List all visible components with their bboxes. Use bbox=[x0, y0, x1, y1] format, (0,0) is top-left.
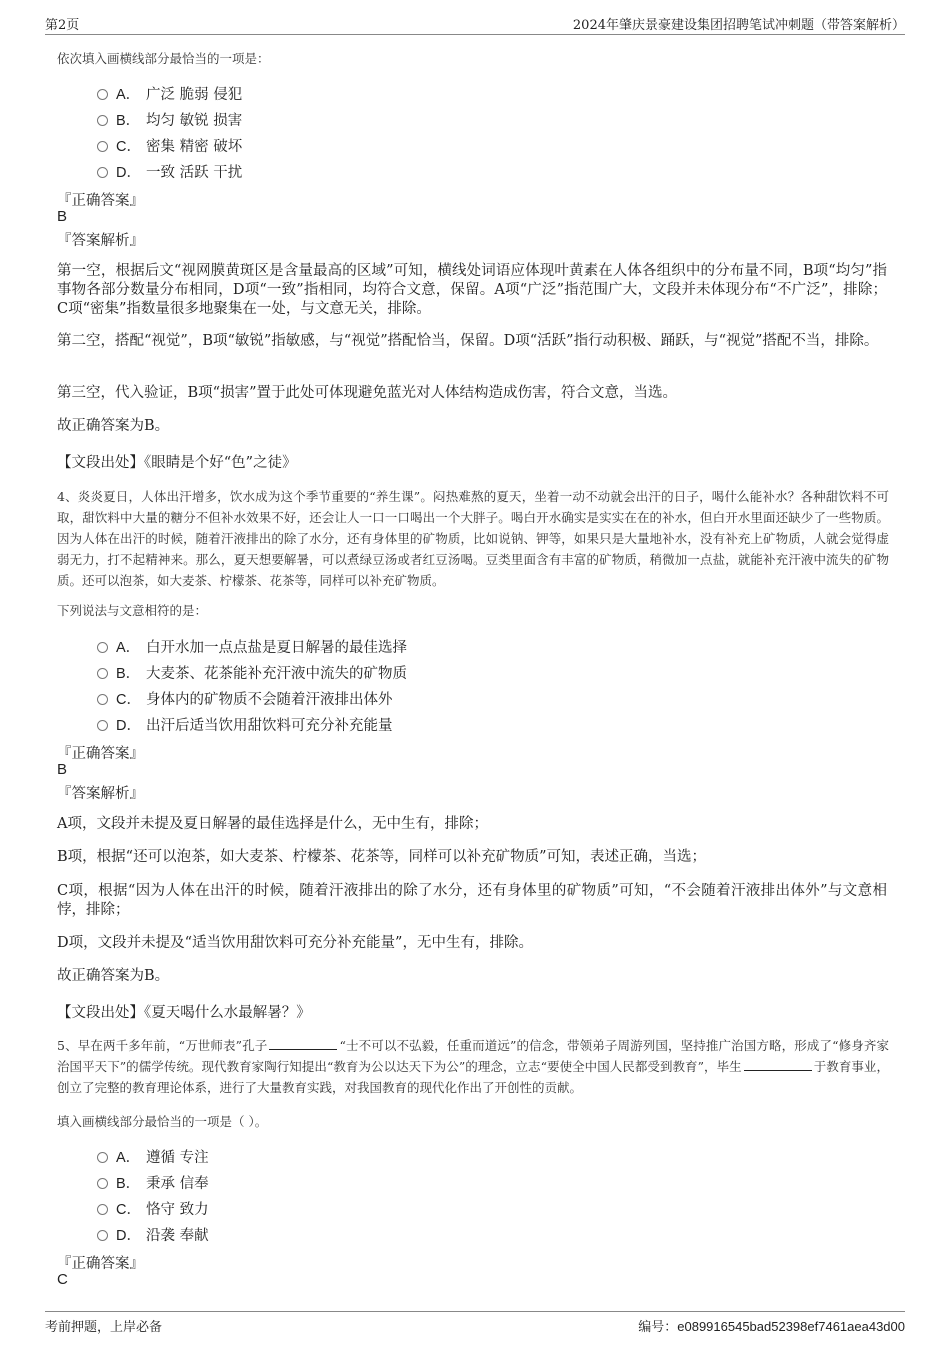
q3-analysis-3: 第三空，代入验证，B项“损害”置于此处可体现避免蓝光对人体结构造成伤害，符合文意，当选。 bbox=[57, 385, 677, 401]
q4-analysis-3: C项，根据“因为人体在出汗的时候，随着汗液排出的除了水分，还有身体里的矿物质”可知，“不会随着汗液排出体外”与文意相悖，排除； bbox=[57, 883, 887, 918]
q3-option-a[interactable]: A． 广泛 脆弱 侵犯 bbox=[97, 83, 242, 105]
q3-analysis-4: 故正确答案为B。 bbox=[57, 418, 170, 434]
q5-answer: C bbox=[57, 1271, 68, 1288]
q5-option-b[interactable]: B． 秉承 信奉 bbox=[97, 1172, 209, 1194]
q3-answer: B bbox=[57, 208, 68, 225]
q5-passage: 5、早在两千多年前，“万世师表”孔子 “士不可以不弘毅，任重而道远”的信念，带领弟子周游列国，坚持推广治国方略，形成了“修身齐家治国平天下”的儒学传统。现代教育家陶行知提出“教育为公以达天下为公”的理念，立志“要使全中国人民都受到教育”，毕生 于教育事业，创立了完整的教育理论体系，进行了大量教育实践，对我国教育的现代化作出了开创性的贡献。 bbox=[57, 1038, 889, 1095]
radio-icon[interactable] bbox=[97, 115, 108, 126]
q4-option-a[interactable]: A． 白开水加一点点盐是夏日解暑的最佳选择 bbox=[97, 636, 407, 658]
q4-analysis-1: A项，文段并未提及夏日解暑的最佳选择是什么，无中生有，排除； bbox=[57, 816, 488, 832]
q4-option-c[interactable]: C． 身体内的矿物质不会随着汗液排出体外 bbox=[97, 688, 393, 710]
blank-2[interactable] bbox=[744, 1058, 812, 1071]
radio-icon[interactable] bbox=[97, 720, 108, 731]
footer-slogan: 考前押题，上岸必备 bbox=[45, 1320, 163, 1335]
q4-analysis-label: 『答案解析』 bbox=[57, 786, 144, 802]
q3-answer-label: 『正确答案』 bbox=[57, 193, 144, 209]
q3-source: 【文段出处】《眼睛是个好“色”之徒》 bbox=[57, 455, 297, 471]
q4-analysis-4: D项，文段并未提及“适当饮用甜饮料可充分补充能量”，无中生有，排除。 bbox=[57, 935, 533, 951]
q3-analysis-1: 第一空，根据后文“视网膜黄斑区是含量最高的区域”可知，横线处词语应体现叶黄素在人体各组织中的分布量不同，B项“均匀”指事物各部分数量分布相同，D项“一致”指相同，均符合文意，保留。A项“广泛”指范围广大，文段并未体现分布“不广泛”，排除；C项“密集”指数量很多地聚集在一处，与文意无关，排除。 bbox=[57, 263, 887, 317]
q4-answer-label: 『正确答案』 bbox=[57, 746, 144, 762]
q4-option-b[interactable]: B． 大麦茶、花茶能补充汗液中流失的矿物质 bbox=[97, 662, 407, 684]
q5-answer-label: 『正确答案』 bbox=[57, 1256, 144, 1272]
radio-icon[interactable] bbox=[97, 694, 108, 705]
page-footer bbox=[45, 1311, 905, 1336]
q4-analysis-5: 故正确答案为B。 bbox=[57, 968, 170, 984]
q4-source: 【文段出处】《夏天喝什么水最解暑？》 bbox=[57, 1005, 311, 1021]
q5-option-d[interactable]: D． 沿袭 奉献 bbox=[97, 1224, 209, 1246]
radio-icon[interactable] bbox=[97, 141, 108, 152]
q3-analysis-label: 『答案解析』 bbox=[57, 233, 144, 249]
radio-icon[interactable] bbox=[97, 89, 108, 100]
document-code: 编号：e089916545bad52398ef7461aea43d00 bbox=[638, 1319, 905, 1335]
radio-icon[interactable] bbox=[97, 1178, 108, 1189]
radio-icon[interactable] bbox=[97, 1230, 108, 1241]
q4-analysis-2: B项，根据“还可以泡茶，如大麦茶、柠檬茶、花茶等，同样可以补充矿物质”可知，表述正确，当选； bbox=[57, 849, 706, 865]
page-header bbox=[45, 14, 905, 35]
q4-answer: B bbox=[57, 761, 68, 778]
radio-icon[interactable] bbox=[97, 642, 108, 653]
q3-prompt: 依次填入画横线部分最恰当的一项是： bbox=[57, 51, 270, 66]
radio-icon[interactable] bbox=[97, 668, 108, 679]
q5-option-a[interactable]: A． 遵循 专注 bbox=[97, 1146, 209, 1168]
radio-icon[interactable] bbox=[97, 1204, 108, 1215]
q5-option-c[interactable]: C． 恪守 致力 bbox=[97, 1198, 209, 1220]
q3-analysis-2: 第二空，搭配“视觉”，B项“敏锐”指敏感，与“视觉”搭配恰当，保留。D项“活跃”指行动积极、踊跃，与“视觉”搭配不当，排除。 bbox=[57, 333, 879, 349]
radio-icon[interactable] bbox=[97, 167, 108, 178]
q4-prompt: 下列说法与文意相符的是： bbox=[57, 603, 208, 618]
q3-option-d[interactable]: D． 一致 活跃 干扰 bbox=[97, 161, 242, 183]
page-number: 第2页 bbox=[45, 18, 80, 33]
q4-option-d[interactable]: D． 出汗后适当饮用甜饮料可充分补充能量 bbox=[97, 714, 393, 736]
document-title: 2024年肇庆景豪建设集团招聘笔试冲刺题（带答案解析） bbox=[572, 18, 905, 33]
blank-1[interactable] bbox=[269, 1037, 337, 1050]
q5-prompt: 填入画横线部分最恰当的一项是（ ）。 bbox=[57, 1114, 268, 1129]
radio-icon[interactable] bbox=[97, 1152, 108, 1163]
q3-option-c[interactable]: C． 密集 精密 破坏 bbox=[97, 135, 242, 157]
q4-passage: 4、炎炎夏日，人体出汗增多，饮水成为这个季节重要的“养生课”。闷热难熬的夏天，坐着一动不动就会出汗的日子，喝什么能补水？各种甜饮料不可取，甜饮料中大量的糖分不但补水效果不好，还会让人一口一口喝出一个大胖子。喝白开水确实是实实在在的补水，但白开水里面还缺少了一些物质。因为人体在出汗的时候，随着汗液排出的除了水分，还有身体里的矿物质，比如说钠、钾等，如果只是大量地补水，没有补充上矿物质，人就会觉得虚弱无力，打不起精神来。那么，夏天想要解暑，可以煮绿豆汤或者红豆汤喝。豆类里面含有丰富的矿物质，稍微加一点盐，就能补充汗液中流失的矿物质。还可以泡茶，如大麦茶、柠檬茶、花茶等，同样可以补充矿物质。 bbox=[57, 489, 889, 588]
q3-option-b[interactable]: B． 均匀 敏锐 损害 bbox=[97, 109, 242, 131]
